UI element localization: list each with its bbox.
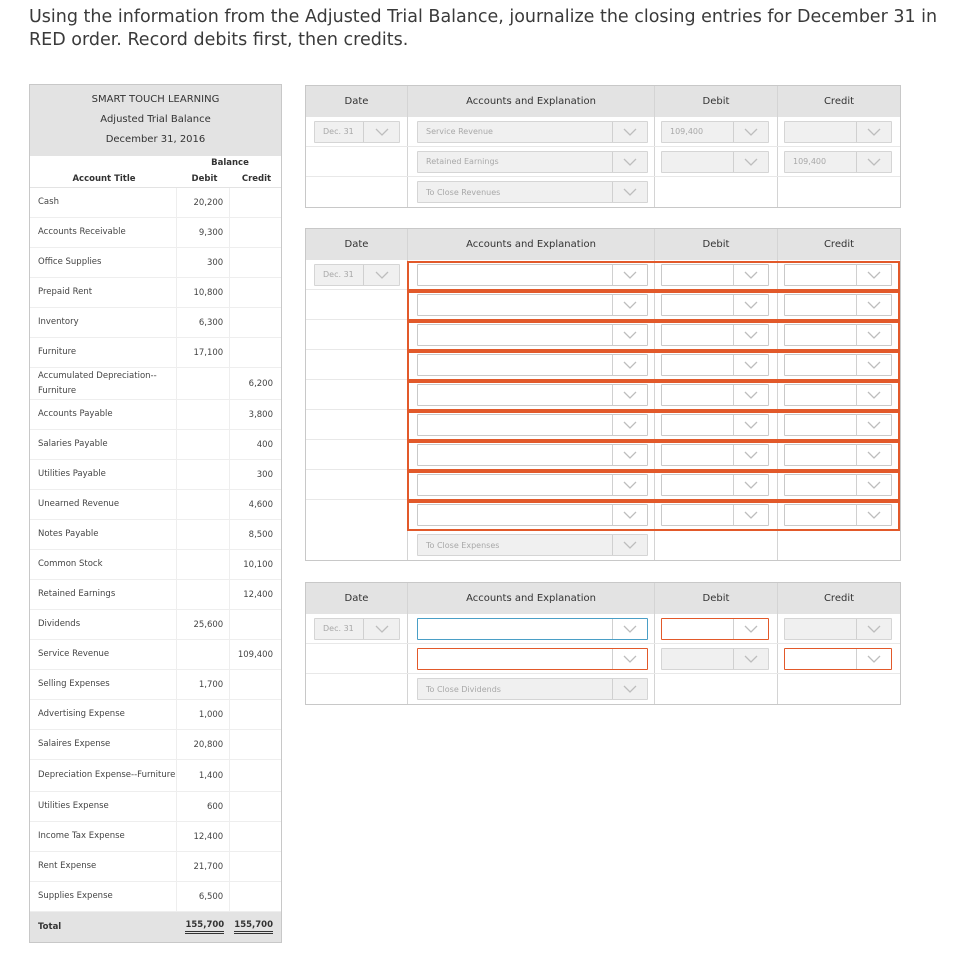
debit-dropdown[interactable] xyxy=(661,384,769,406)
table-row xyxy=(30,308,281,338)
table-row xyxy=(30,188,281,218)
account-dropdown[interactable] xyxy=(417,264,648,286)
debit-dropdown[interactable] xyxy=(661,444,769,466)
table-row xyxy=(30,792,281,822)
total-label: Total xyxy=(38,922,62,932)
credit-value xyxy=(230,822,281,851)
table-row xyxy=(30,730,281,760)
journal-close-expenses xyxy=(305,228,901,561)
table-row xyxy=(30,400,281,430)
account-dropdown[interactable]: Retained Earnings xyxy=(417,151,648,173)
chevron-down-icon xyxy=(856,475,891,495)
total-row xyxy=(30,912,281,942)
debit-value: 600 xyxy=(177,792,230,821)
chevron-down-icon xyxy=(612,385,647,405)
chevron-down-icon xyxy=(856,385,891,405)
credit-dropdown[interactable] xyxy=(784,324,892,346)
explanation-dropdown[interactable]: To Close Revenues xyxy=(417,181,648,203)
account-title: Prepaid Rent xyxy=(30,278,177,307)
chevron-down-icon xyxy=(612,619,647,639)
table-row xyxy=(30,248,281,278)
table-row xyxy=(30,670,281,700)
account-title: Selling Expenses xyxy=(30,670,177,699)
debit-value: 9,300 xyxy=(177,218,230,247)
credit-value xyxy=(230,730,281,759)
debit-value: 6,500 xyxy=(177,882,230,911)
chevron-down-icon xyxy=(733,325,768,345)
credit-dropdown[interactable] xyxy=(784,354,892,376)
account-title: Salaries Payable xyxy=(30,430,177,459)
credit-value xyxy=(230,338,281,367)
debit-value xyxy=(177,490,230,519)
chevron-down-icon xyxy=(856,355,891,375)
chevron-down-icon xyxy=(733,445,768,465)
account-title: Retained Earnings xyxy=(30,580,177,609)
chevron-down-icon xyxy=(856,265,891,285)
journal-row xyxy=(306,470,900,500)
chevron-down-icon xyxy=(856,415,891,435)
journal-row xyxy=(306,614,900,644)
account-title: Office Supplies xyxy=(30,248,177,277)
credit-value xyxy=(230,852,281,881)
chevron-down-icon xyxy=(612,505,647,525)
debit-dropdown[interactable] xyxy=(661,474,769,496)
credit-value: 300 xyxy=(256,469,273,480)
debit-value: 10,800 xyxy=(177,278,230,307)
date-dropdown[interactable]: Dec. 31 xyxy=(314,618,400,640)
account-title-header: Account Title xyxy=(72,174,136,184)
journal-row xyxy=(306,530,900,560)
table-row xyxy=(30,550,281,580)
table-row xyxy=(30,640,281,670)
total-debit: 155,700 xyxy=(185,920,224,934)
account-title: Service Revenue xyxy=(30,640,177,669)
table-row xyxy=(30,490,281,520)
table-row xyxy=(30,368,281,400)
journal-row xyxy=(306,260,900,290)
journal-header xyxy=(306,583,900,614)
chevron-down-icon xyxy=(733,152,768,172)
account-dropdown[interactable] xyxy=(417,648,648,670)
account-dropdown[interactable] xyxy=(417,294,648,316)
debit-value xyxy=(177,550,230,579)
account-title: Depreciation Expense--Furniture xyxy=(30,760,177,791)
debit-value: 17,100 xyxy=(177,338,230,367)
account-title: Accounts Payable xyxy=(30,400,177,429)
credit-dropdown[interactable] xyxy=(784,504,892,526)
debit-value: 21,700 xyxy=(177,852,230,881)
credit-dropdown[interactable] xyxy=(784,414,892,436)
debit-dropdown[interactable] xyxy=(661,264,769,286)
chevron-down-icon xyxy=(856,649,891,669)
table-row xyxy=(30,338,281,368)
debit-value: 300 xyxy=(177,248,230,277)
credit-value: 10,100 xyxy=(243,559,273,570)
credit-value xyxy=(230,792,281,821)
account-title: Supplies Expense xyxy=(30,882,177,911)
credit-value xyxy=(230,700,281,729)
credit-value: 12,400 xyxy=(243,589,273,600)
debit-value: 25,600 xyxy=(177,610,230,639)
account-header: Accounts and Explanation xyxy=(408,583,655,614)
account-header: Accounts and Explanation xyxy=(408,229,655,260)
credit-value: 4,600 xyxy=(248,499,273,510)
table-row xyxy=(30,580,281,610)
credit-value xyxy=(230,188,281,217)
chevron-down-icon xyxy=(612,122,647,142)
credit-dropdown[interactable] xyxy=(784,444,892,466)
chevron-down-icon xyxy=(363,619,399,639)
debit-value xyxy=(177,520,230,549)
credit-header: Credit xyxy=(241,174,272,184)
debit-value xyxy=(177,640,230,669)
account-dropdown[interactable] xyxy=(417,384,648,406)
account-title: Unearned Revenue xyxy=(30,490,177,519)
account-title: Accumulated Depreciation--Furniture xyxy=(30,368,177,399)
chevron-down-icon xyxy=(733,649,768,669)
explanation-dropdown[interactable]: To Close Dividends xyxy=(417,678,648,700)
account-dropdown[interactable] xyxy=(417,324,648,346)
chevron-down-icon xyxy=(363,265,399,285)
journal-row xyxy=(306,440,900,470)
trial-balance-column-headers xyxy=(30,156,281,188)
debit-value xyxy=(177,368,230,399)
total-credit: 155,700 xyxy=(234,920,273,934)
journal-row xyxy=(306,320,900,350)
journal-header xyxy=(306,86,900,117)
debit-header: Debit xyxy=(655,583,778,614)
account-title: Furniture xyxy=(30,338,177,367)
credit-value xyxy=(230,610,281,639)
account-title: Rent Expense xyxy=(30,852,177,881)
account-title: Common Stock xyxy=(30,550,177,579)
date-dropdown[interactable]: Dec. 31 xyxy=(314,121,400,143)
trial-balance-rows xyxy=(30,188,281,912)
date-header: Date xyxy=(306,583,408,614)
debit-value: 20,800 xyxy=(177,730,230,759)
debit-value xyxy=(177,580,230,609)
chevron-down-icon xyxy=(612,679,647,699)
debit-value: 20,200 xyxy=(177,188,230,217)
debit-header: Debit xyxy=(191,174,218,184)
debit-dropdown[interactable] xyxy=(661,354,769,376)
account-title: Income Tax Expense xyxy=(30,822,177,851)
credit-dropdown[interactable] xyxy=(784,648,892,670)
credit-header: Credit xyxy=(823,593,855,604)
chevron-down-icon xyxy=(733,265,768,285)
account-dropdown[interactable] xyxy=(417,618,648,640)
debit-dropdown[interactable] xyxy=(661,324,769,346)
account-title: Utilities Payable xyxy=(30,460,177,489)
credit-dropdown[interactable] xyxy=(784,121,892,143)
journal-row xyxy=(306,644,900,674)
balance-header: Balance xyxy=(211,158,249,168)
chevron-down-icon xyxy=(733,122,768,142)
statement-title: Adjusted Trial Balance xyxy=(100,114,211,125)
credit-value xyxy=(230,760,281,791)
instructions: Using the information from the Adjusted Trial Balance, journalize the closing entries for December 31 in RED order. Record debits first, then credits. xyxy=(29,7,938,50)
account-title: Dividends xyxy=(30,610,177,639)
debit-dropdown[interactable] xyxy=(661,504,769,526)
expense-rows xyxy=(306,260,900,530)
credit-header: Credit xyxy=(823,96,855,107)
debit-dropdown[interactable]: 109,400 xyxy=(661,121,769,143)
table-row xyxy=(30,278,281,308)
chevron-down-icon xyxy=(363,122,399,142)
account-header: Accounts and Explanation xyxy=(408,86,655,117)
debit-value: 6,300 xyxy=(177,308,230,337)
debit-value xyxy=(177,430,230,459)
chevron-down-icon xyxy=(856,295,891,315)
journal-row xyxy=(306,117,900,147)
explanation-dropdown[interactable]: To Close Expenses xyxy=(417,534,648,556)
chevron-down-icon xyxy=(733,295,768,315)
table-row xyxy=(30,852,281,882)
chevron-down-icon xyxy=(733,385,768,405)
debit-header: Debit xyxy=(655,229,778,260)
credit-value: 400 xyxy=(256,439,273,450)
credit-value: 3,800 xyxy=(248,409,273,420)
credit-value xyxy=(230,278,281,307)
table-row xyxy=(30,218,281,248)
journal-close-dividends xyxy=(305,582,901,705)
debit-value: 1,000 xyxy=(177,700,230,729)
chevron-down-icon xyxy=(612,535,647,555)
debit-value xyxy=(177,400,230,429)
chevron-down-icon xyxy=(612,325,647,345)
debit-dropdown[interactable] xyxy=(661,648,769,670)
chevron-down-icon xyxy=(856,619,891,639)
table-row xyxy=(30,700,281,730)
debit-header: Debit xyxy=(655,86,778,117)
table-row xyxy=(30,822,281,852)
chevron-down-icon xyxy=(612,265,647,285)
account-title: Cash xyxy=(30,188,177,217)
chevron-down-icon xyxy=(612,182,647,202)
journal-row xyxy=(306,410,900,440)
debit-dropdown[interactable] xyxy=(661,151,769,173)
chevron-down-icon xyxy=(612,152,647,172)
account-title: Notes Payable xyxy=(30,520,177,549)
statement-date: December 31, 2016 xyxy=(105,134,206,145)
date-header: Date xyxy=(306,229,408,260)
chevron-down-icon xyxy=(856,445,891,465)
credit-value: 8,500 xyxy=(248,529,273,540)
credit-dropdown[interactable] xyxy=(784,474,892,496)
debit-value xyxy=(177,460,230,489)
chevron-down-icon xyxy=(612,475,647,495)
date-header: Date xyxy=(306,86,408,117)
credit-value xyxy=(230,882,281,911)
journal-row xyxy=(306,500,900,530)
account-dropdown[interactable] xyxy=(417,444,648,466)
account-dropdown[interactable] xyxy=(417,474,648,496)
date-dropdown[interactable]: Dec. 31 xyxy=(314,264,400,286)
chevron-down-icon xyxy=(733,415,768,435)
journal-row xyxy=(306,380,900,410)
credit-dropdown[interactable] xyxy=(784,264,892,286)
credit-value xyxy=(230,248,281,277)
debit-dropdown[interactable] xyxy=(661,618,769,640)
account-dropdown[interactable]: Service Revenue xyxy=(417,121,648,143)
journal-row xyxy=(306,177,900,207)
chevron-down-icon xyxy=(856,122,891,142)
account-title: Salaires Expense xyxy=(30,730,177,759)
journal-row xyxy=(306,147,900,177)
account-dropdown[interactable] xyxy=(417,414,648,436)
debit-dropdown[interactable] xyxy=(661,414,769,436)
chevron-down-icon xyxy=(856,325,891,345)
table-row xyxy=(30,760,281,792)
credit-dropdown[interactable] xyxy=(784,294,892,316)
debit-value: 12,400 xyxy=(177,822,230,851)
chevron-down-icon xyxy=(612,649,647,669)
credit-value xyxy=(230,670,281,699)
journal-header xyxy=(306,229,900,260)
debit-value: 1,400 xyxy=(177,760,230,791)
credit-dropdown[interactable]: 109,400 xyxy=(784,151,892,173)
credit-dropdown[interactable] xyxy=(784,384,892,406)
journal-row xyxy=(306,674,900,704)
credit-value: 109,400 xyxy=(237,649,273,660)
credit-value: 6,200 xyxy=(248,378,273,389)
chevron-down-icon xyxy=(612,295,647,315)
journal-close-revenues xyxy=(305,85,901,208)
trial-balance-header xyxy=(30,85,281,156)
account-title: Advertising Expense xyxy=(30,700,177,729)
credit-header: Credit xyxy=(823,239,855,250)
account-dropdown[interactable] xyxy=(417,504,648,526)
table-row xyxy=(30,520,281,550)
credit-value xyxy=(230,308,281,337)
table-row xyxy=(30,430,281,460)
debit-value: 1,700 xyxy=(177,670,230,699)
table-row xyxy=(30,460,281,490)
company-name: SMART TOUCH LEARNING xyxy=(91,94,220,105)
account-title: Inventory xyxy=(30,308,177,337)
credit-value xyxy=(230,218,281,247)
journal-row xyxy=(306,290,900,320)
chevron-down-icon xyxy=(733,475,768,495)
chevron-down-icon xyxy=(612,415,647,435)
credit-dropdown[interactable] xyxy=(784,618,892,640)
debit-dropdown[interactable] xyxy=(661,294,769,316)
table-row xyxy=(30,610,281,640)
account-dropdown[interactable] xyxy=(417,354,648,376)
chevron-down-icon xyxy=(612,445,647,465)
chevron-down-icon xyxy=(856,505,891,525)
account-title: Accounts Receivable xyxy=(30,218,177,247)
chevron-down-icon xyxy=(733,505,768,525)
trial-balance-table xyxy=(29,84,282,943)
chevron-down-icon xyxy=(612,355,647,375)
journal-row xyxy=(306,350,900,380)
chevron-down-icon xyxy=(856,152,891,172)
chevron-down-icon xyxy=(733,619,768,639)
chevron-down-icon xyxy=(733,355,768,375)
table-row xyxy=(30,882,281,912)
account-title: Utilities Expense xyxy=(30,792,177,821)
